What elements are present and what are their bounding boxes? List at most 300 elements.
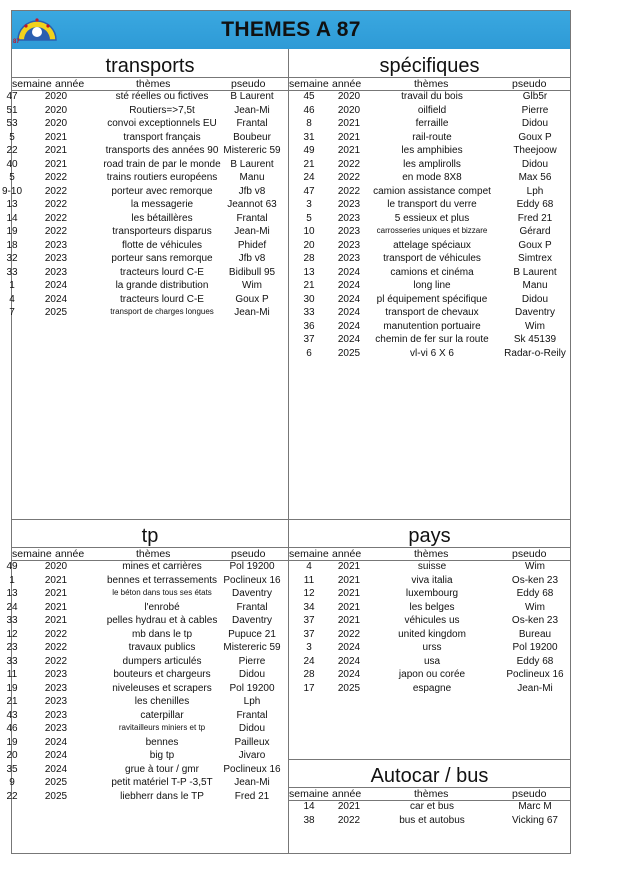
cell-annee: 2021 bbox=[44, 601, 68, 613]
cell-semaine: 3 bbox=[306, 642, 312, 653]
table-row bbox=[9, 131, 288, 146]
cell-annee: 2024 bbox=[44, 736, 68, 748]
table-row bbox=[289, 615, 570, 629]
table-row bbox=[289, 172, 570, 186]
cell-pseudo: Daventry bbox=[231, 615, 272, 626]
cell-annee: 2024 bbox=[337, 655, 361, 667]
cell-pseudo: Vicking 67 bbox=[512, 814, 558, 826]
cell-annee: 2021 bbox=[337, 601, 361, 613]
table-row bbox=[9, 172, 288, 186]
cell-theme: grue à tour / gmr bbox=[125, 763, 199, 775]
col-themes: thèmes bbox=[136, 78, 171, 90]
cell-pseudo: Theejoow bbox=[513, 145, 557, 156]
theme-sheet bbox=[1, 10, 571, 854]
table-row bbox=[289, 132, 570, 146]
cell-theme: dumpers articulés bbox=[122, 655, 202, 667]
cell-pseudo: Simtrex bbox=[518, 253, 552, 264]
cell-pseudo: Pupuce 21 bbox=[228, 628, 276, 640]
page-title: THEMES A 87 bbox=[221, 18, 361, 41]
cell-semaine: 46 bbox=[303, 104, 315, 116]
table-header bbox=[289, 787, 570, 801]
cell-semaine: 17 bbox=[303, 682, 315, 694]
cell-theme: trains routiers européens bbox=[106, 172, 218, 183]
table-row bbox=[6, 736, 288, 751]
cell-semaine: 21 bbox=[6, 696, 18, 707]
cell-theme: bennes et terrassements bbox=[106, 574, 218, 586]
cell-semaine: 30 bbox=[303, 293, 315, 305]
cell-annee: 2021 bbox=[44, 158, 68, 170]
cell-theme: porteur sans remorque bbox=[111, 253, 213, 264]
cell-pseudo: Phidef bbox=[237, 239, 267, 251]
cell-theme: l'enrobé bbox=[144, 601, 180, 613]
table-row bbox=[289, 186, 570, 200]
table-header bbox=[289, 547, 570, 561]
cell-theme: transport de charges longues bbox=[110, 307, 214, 316]
col-pseudo: pseudo bbox=[512, 548, 547, 560]
cell-annee: 2022 bbox=[44, 172, 68, 183]
table-row bbox=[6, 588, 288, 602]
cell-theme: viva italia bbox=[411, 574, 453, 586]
cell-pseudo: Bureau bbox=[518, 628, 552, 640]
cell-theme: transporteurs disparus bbox=[112, 226, 212, 237]
cell-semaine: 31 bbox=[303, 131, 315, 143]
col-themes: thèmes bbox=[414, 78, 449, 90]
cell-semaine: 34 bbox=[303, 601, 315, 613]
cell-theme: niveleuses et scrapers bbox=[112, 682, 212, 694]
cell-semaine: 5 bbox=[306, 212, 312, 224]
cell-pseudo: Didou bbox=[238, 669, 266, 680]
cell-annee: 2023 bbox=[44, 696, 68, 707]
cell-pseudo: Pol 19200 bbox=[229, 561, 275, 572]
cell-theme: véhicules us bbox=[404, 615, 460, 626]
cell-annee: 2024 bbox=[44, 280, 68, 291]
cell-theme: big tp bbox=[149, 750, 175, 761]
cell-pseudo: Pol 19200 bbox=[229, 682, 275, 694]
cell-semaine: 53 bbox=[6, 118, 18, 129]
cell-annee: 2023 bbox=[44, 266, 68, 278]
cell-pseudo: Frantal bbox=[236, 118, 268, 129]
cell-semaine: 18 bbox=[6, 239, 18, 251]
cell-pseudo: Manu bbox=[522, 280, 548, 291]
cell-semaine: 47 bbox=[6, 91, 18, 102]
cell-pseudo: Fred 21 bbox=[234, 790, 270, 802]
cell-pseudo: Goux P bbox=[235, 293, 269, 305]
table-row bbox=[6, 266, 288, 281]
cell-pseudo: Frantal bbox=[236, 601, 268, 613]
cell-theme: les bétaillères bbox=[131, 212, 193, 224]
cell-semaine: 13 bbox=[303, 266, 315, 278]
cell-pseudo: Goux P bbox=[518, 131, 552, 143]
table-row bbox=[6, 669, 288, 683]
table-row bbox=[6, 601, 288, 616]
cell-annee: 2022 bbox=[44, 185, 68, 197]
section-tp bbox=[6, 519, 288, 853]
cell-annee: 2022 bbox=[44, 212, 68, 224]
cell-pseudo: Pailleux bbox=[234, 736, 270, 748]
cell-pseudo: Boubeur bbox=[233, 131, 271, 143]
cell-pseudo: Lph bbox=[243, 696, 261, 707]
cell-theme: ferraille bbox=[415, 118, 449, 129]
cell-semaine: 35 bbox=[6, 763, 18, 775]
table-row bbox=[6, 239, 288, 254]
cell-annee: 2022 bbox=[337, 158, 361, 170]
cell-annee: 2020 bbox=[44, 561, 68, 572]
cell-theme: suisse bbox=[417, 561, 447, 572]
table-row bbox=[289, 602, 570, 616]
cell-annee: 2023 bbox=[44, 682, 68, 694]
cell-annee: 2024 bbox=[44, 293, 68, 305]
cell-annee: 2024 bbox=[337, 280, 361, 291]
cell-annee: 2024 bbox=[337, 307, 361, 318]
cell-semaine: 24 bbox=[6, 601, 18, 613]
cell-annee: 2023 bbox=[44, 723, 68, 734]
cell-theme: long line bbox=[413, 280, 451, 291]
cell-annee: 2023 bbox=[44, 669, 68, 680]
cell-semaine: 21 bbox=[303, 158, 315, 170]
cell-pseudo: Wim bbox=[242, 280, 262, 291]
cell-semaine: 4 bbox=[306, 561, 312, 572]
cell-pseudo: Mistereric 59 bbox=[223, 642, 281, 653]
cell-annee: 2023 bbox=[337, 253, 361, 264]
cell-pseudo: Max 56 bbox=[518, 172, 552, 183]
cell-theme: la grande distribution bbox=[115, 280, 209, 291]
cell-annee: 2021 bbox=[44, 131, 68, 143]
cell-theme: pelles hydrau et à cables bbox=[106, 615, 218, 626]
cell-annee: 2024 bbox=[337, 320, 361, 332]
col-themes: thèmes bbox=[414, 788, 449, 800]
table-row bbox=[289, 801, 570, 815]
cell-pseudo: Marc M bbox=[518, 801, 552, 812]
section-title: pays bbox=[408, 525, 451, 547]
cell-annee: 2021 bbox=[337, 131, 361, 143]
table-row bbox=[289, 629, 570, 643]
table-row bbox=[9, 280, 288, 294]
table-row bbox=[6, 226, 288, 240]
cell-theme: united kingdom bbox=[398, 628, 466, 640]
cell-annee: 2024 bbox=[337, 334, 361, 345]
table-body bbox=[289, 91, 570, 361]
table-row bbox=[6, 615, 288, 629]
col-annee: année bbox=[55, 78, 85, 90]
section-specifiques bbox=[289, 49, 570, 519]
cell-annee: 2020 bbox=[44, 104, 68, 116]
table-row bbox=[1, 185, 288, 200]
col-semaine: semaine bbox=[289, 788, 329, 800]
cell-annee: 2022 bbox=[44, 642, 68, 653]
cell-annee: 2020 bbox=[337, 91, 361, 102]
table-body bbox=[6, 561, 288, 804]
cell-semaine: 22 bbox=[6, 145, 18, 156]
cell-theme: luxembourg bbox=[405, 588, 459, 599]
cell-annee: 2021 bbox=[337, 118, 361, 129]
cell-semaine: 51 bbox=[6, 104, 18, 116]
cell-semaine: 49 bbox=[6, 561, 18, 572]
cell-theme: les amphibies bbox=[401, 145, 463, 156]
cell-pseudo: Goux P bbox=[518, 239, 552, 251]
table-row bbox=[289, 199, 570, 213]
cell-semaine: 13 bbox=[6, 199, 18, 210]
col-semaine: semaine bbox=[289, 78, 329, 90]
cell-annee: 2021 bbox=[337, 145, 361, 156]
cell-pseudo: Wim bbox=[525, 561, 545, 572]
cell-semaine: 1 bbox=[9, 574, 15, 586]
table-body bbox=[1, 91, 288, 321]
col-annee: année bbox=[332, 788, 362, 800]
cell-annee: 2022 bbox=[44, 628, 68, 640]
cell-annee: 2022 bbox=[44, 199, 68, 210]
cell-pseudo: Gérard bbox=[519, 226, 551, 237]
table-row bbox=[289, 294, 570, 308]
col-pseudo: pseudo bbox=[512, 78, 547, 90]
cell-pseudo: Daventry bbox=[231, 588, 272, 599]
cell-semaine: 4 bbox=[9, 293, 15, 305]
table-row bbox=[6, 723, 288, 737]
cell-pseudo: Os-ken 23 bbox=[511, 615, 559, 626]
table-header bbox=[12, 547, 288, 561]
cell-semaine: 33 bbox=[6, 266, 18, 278]
table-row bbox=[6, 642, 288, 656]
cell-pseudo: Wim bbox=[525, 320, 545, 332]
col-pseudo: pseudo bbox=[512, 788, 547, 800]
cell-theme: la messagerie bbox=[130, 199, 194, 210]
cell-theme: pl équipement spécifique bbox=[376, 293, 488, 305]
cell-pseudo: Jivaro bbox=[238, 750, 266, 761]
cell-pseudo: Jfb v8 bbox=[238, 185, 266, 197]
cell-semaine: 11 bbox=[303, 574, 315, 586]
cell-annee: 2023 bbox=[337, 212, 361, 224]
cell-theme: vl-vi 6 X 6 bbox=[410, 347, 454, 359]
cell-theme: transport de véhicules bbox=[383, 253, 481, 264]
section-transports bbox=[1, 49, 288, 519]
cell-pseudo: Glb5r bbox=[522, 91, 548, 102]
table-row bbox=[6, 763, 288, 778]
cell-pseudo: Eddy 68 bbox=[516, 588, 554, 599]
cell-annee: 2021 bbox=[337, 801, 361, 812]
cell-theme: les chenilles bbox=[134, 696, 190, 707]
cell-semaine: 43 bbox=[6, 709, 18, 721]
cell-annee: 2021 bbox=[337, 588, 361, 599]
cell-pseudo: Daventry bbox=[514, 307, 555, 318]
logo-caption: 87 bbox=[13, 39, 20, 45]
table-row bbox=[6, 91, 288, 105]
cell-theme: les belges bbox=[409, 601, 455, 613]
cell-pseudo: Jeannot 63 bbox=[227, 199, 277, 210]
cell-semaine: 12 bbox=[6, 628, 18, 640]
col-annee: année bbox=[55, 548, 85, 560]
cell-pseudo: Didou bbox=[521, 118, 549, 129]
cell-theme: urss bbox=[422, 642, 442, 653]
cell-semaine: 45 bbox=[303, 91, 315, 102]
section-title: transports bbox=[105, 55, 195, 77]
cell-annee: 2023 bbox=[44, 253, 68, 264]
cell-semaine: 9-10 bbox=[1, 185, 22, 197]
table-row bbox=[289, 815, 570, 829]
table-row bbox=[289, 240, 570, 254]
cell-semaine: 13 bbox=[6, 588, 18, 599]
cell-annee: 2021 bbox=[44, 588, 68, 599]
table-row bbox=[289, 588, 570, 602]
cell-semaine: 7 bbox=[9, 307, 15, 318]
cell-semaine: 24 bbox=[303, 172, 315, 183]
cell-theme: les amplirolls bbox=[403, 158, 461, 170]
cell-annee: 2021 bbox=[337, 574, 361, 586]
col-semaine: semaine bbox=[12, 548, 52, 560]
section-pays bbox=[289, 519, 570, 759]
cell-annee: 2021 bbox=[337, 615, 361, 626]
cell-theme: bouteurs et chargeurs bbox=[113, 669, 211, 680]
cell-semaine: 1 bbox=[9, 280, 15, 291]
cell-semaine: 38 bbox=[303, 814, 315, 826]
cell-semaine: 24 bbox=[303, 655, 315, 667]
cell-annee: 2024 bbox=[337, 669, 361, 680]
table-row bbox=[289, 575, 570, 589]
cell-semaine: 11 bbox=[6, 669, 18, 680]
cell-annee: 2020 bbox=[44, 118, 68, 129]
col-themes: thèmes bbox=[414, 548, 449, 560]
cell-theme: carrosseries uniques et bizzare bbox=[376, 226, 488, 235]
cell-pseudo: Wim bbox=[525, 601, 545, 613]
cell-theme: Routiers=>7,5t bbox=[129, 104, 195, 116]
cell-theme: transport de chevaux bbox=[385, 307, 479, 318]
cell-annee: 2022 bbox=[337, 172, 361, 183]
cell-theme: japon ou corée bbox=[398, 669, 466, 680]
cell-pseudo: Os-ken 23 bbox=[511, 574, 559, 586]
cell-semaine: 6 bbox=[306, 347, 312, 359]
col-annee: année bbox=[332, 548, 362, 560]
table-header bbox=[12, 77, 288, 91]
cell-theme: caterpillar bbox=[140, 709, 184, 721]
cell-theme: tracteurs lourd C-E bbox=[120, 266, 204, 278]
cell-annee: 2025 bbox=[44, 307, 68, 318]
cell-annee: 2024 bbox=[337, 642, 361, 653]
table-row bbox=[9, 307, 288, 321]
table-row bbox=[289, 348, 570, 362]
cell-annee: 2024 bbox=[337, 266, 361, 278]
cell-annee: 2023 bbox=[337, 226, 361, 237]
cell-theme: porteur avec remorque bbox=[111, 185, 213, 197]
table-row bbox=[6, 696, 288, 710]
cell-annee: 2021 bbox=[44, 615, 68, 626]
section-autocar bbox=[289, 759, 570, 853]
table-row bbox=[6, 655, 288, 670]
cell-pseudo: Bidibull 95 bbox=[228, 266, 276, 278]
table-row bbox=[289, 321, 570, 335]
cell-semaine: 14 bbox=[303, 801, 315, 812]
cell-semaine: 28 bbox=[303, 253, 315, 264]
cell-theme: ravitailleurs miniers et tp bbox=[118, 723, 206, 732]
table-row bbox=[289, 213, 570, 227]
table-row bbox=[289, 267, 570, 281]
cell-theme: convoi exceptionnels EU bbox=[107, 118, 217, 129]
col-themes: thèmes bbox=[136, 548, 171, 560]
cell-semaine: 40 bbox=[6, 158, 18, 170]
cell-theme: en mode 8X8 bbox=[402, 172, 462, 183]
cell-pseudo: Jean-Mi bbox=[234, 226, 270, 237]
table-row bbox=[289, 91, 570, 105]
cell-pseudo: B Laurent bbox=[513, 266, 557, 278]
cell-annee: 2025 bbox=[337, 682, 361, 694]
table-row bbox=[289, 669, 570, 683]
cell-semaine: 20 bbox=[6, 750, 18, 761]
cell-pseudo: Frantal bbox=[236, 212, 268, 224]
cell-theme: transport français bbox=[123, 131, 201, 143]
cell-theme: camion assistance compet bbox=[373, 185, 491, 197]
cell-pseudo: Jean-Mi bbox=[234, 104, 270, 116]
cell-theme: transports des années 90 bbox=[105, 145, 219, 156]
col-semaine: semaine bbox=[289, 548, 329, 560]
cell-pseudo: Fred 21 bbox=[517, 212, 553, 224]
cell-pseudo: Jean-Mi bbox=[517, 682, 553, 694]
cell-pseudo: Lph bbox=[526, 185, 544, 197]
section-title: spécifiques bbox=[379, 55, 480, 77]
cell-theme: le béton dans tous ses états bbox=[112, 588, 212, 597]
cell-annee: 2023 bbox=[337, 239, 361, 251]
cell-annee: 2024 bbox=[44, 750, 68, 761]
cell-semaine: 14 bbox=[6, 212, 18, 224]
cell-semaine: 32 bbox=[6, 253, 18, 264]
table-row bbox=[6, 561, 288, 575]
table-row bbox=[289, 656, 570, 670]
cell-pseudo: Frantal bbox=[236, 709, 268, 721]
col-pseudo: pseudo bbox=[231, 78, 266, 90]
cell-theme: petit matériel T-P -3,5T bbox=[111, 777, 213, 788]
cell-annee: 2020 bbox=[337, 104, 361, 116]
cell-theme: liebherr dans le TP bbox=[120, 790, 204, 802]
table-row bbox=[6, 253, 288, 267]
cell-pseudo: Poclineux 16 bbox=[223, 763, 281, 775]
col-pseudo: pseudo bbox=[231, 548, 266, 560]
table-row bbox=[9, 777, 288, 791]
cell-pseudo: Manu bbox=[239, 172, 265, 183]
cell-semaine: 19 bbox=[6, 736, 18, 748]
cell-annee: 2021 bbox=[44, 145, 68, 156]
section-title: Autocar / bus bbox=[370, 765, 489, 787]
cell-pseudo: B Laurent bbox=[230, 158, 274, 170]
cell-pseudo: Jfb v8 bbox=[238, 253, 266, 264]
table-row bbox=[289, 253, 570, 267]
table-row bbox=[6, 750, 288, 764]
cell-theme: espagne bbox=[412, 682, 452, 694]
cell-theme: camions et cinéma bbox=[390, 266, 474, 278]
cell-pseudo: Didou bbox=[521, 293, 549, 305]
cell-semaine: 36 bbox=[303, 320, 315, 332]
table-row bbox=[6, 709, 288, 724]
cell-theme: car et bus bbox=[410, 801, 454, 812]
cell-semaine: 23 bbox=[6, 642, 18, 653]
table-row bbox=[289, 683, 570, 697]
cell-theme: 5 essieux et plus bbox=[394, 212, 470, 224]
cell-semaine: 3 bbox=[306, 199, 312, 210]
cell-annee: 2021 bbox=[337, 561, 361, 572]
cell-pseudo: B Laurent bbox=[230, 91, 274, 102]
cell-pseudo: Pierre bbox=[238, 655, 266, 667]
table-row bbox=[9, 293, 288, 308]
cell-semaine: 12 bbox=[303, 588, 315, 599]
cell-semaine: 28 bbox=[303, 669, 315, 680]
cell-semaine: 33 bbox=[303, 307, 315, 318]
table-row bbox=[6, 158, 288, 173]
table-row bbox=[289, 226, 570, 240]
cell-theme: travail du bois bbox=[401, 91, 463, 102]
table-body bbox=[289, 561, 570, 696]
table-row bbox=[6, 628, 288, 643]
cell-semaine: 22 bbox=[6, 790, 18, 802]
cell-annee: 2020 bbox=[44, 91, 68, 102]
cell-theme: travaux publics bbox=[128, 642, 196, 653]
cell-theme: flotte de véhicules bbox=[121, 239, 203, 251]
cell-pseudo: Mistereric 59 bbox=[223, 145, 281, 156]
cell-pseudo: Poclineux 16 bbox=[223, 574, 281, 586]
